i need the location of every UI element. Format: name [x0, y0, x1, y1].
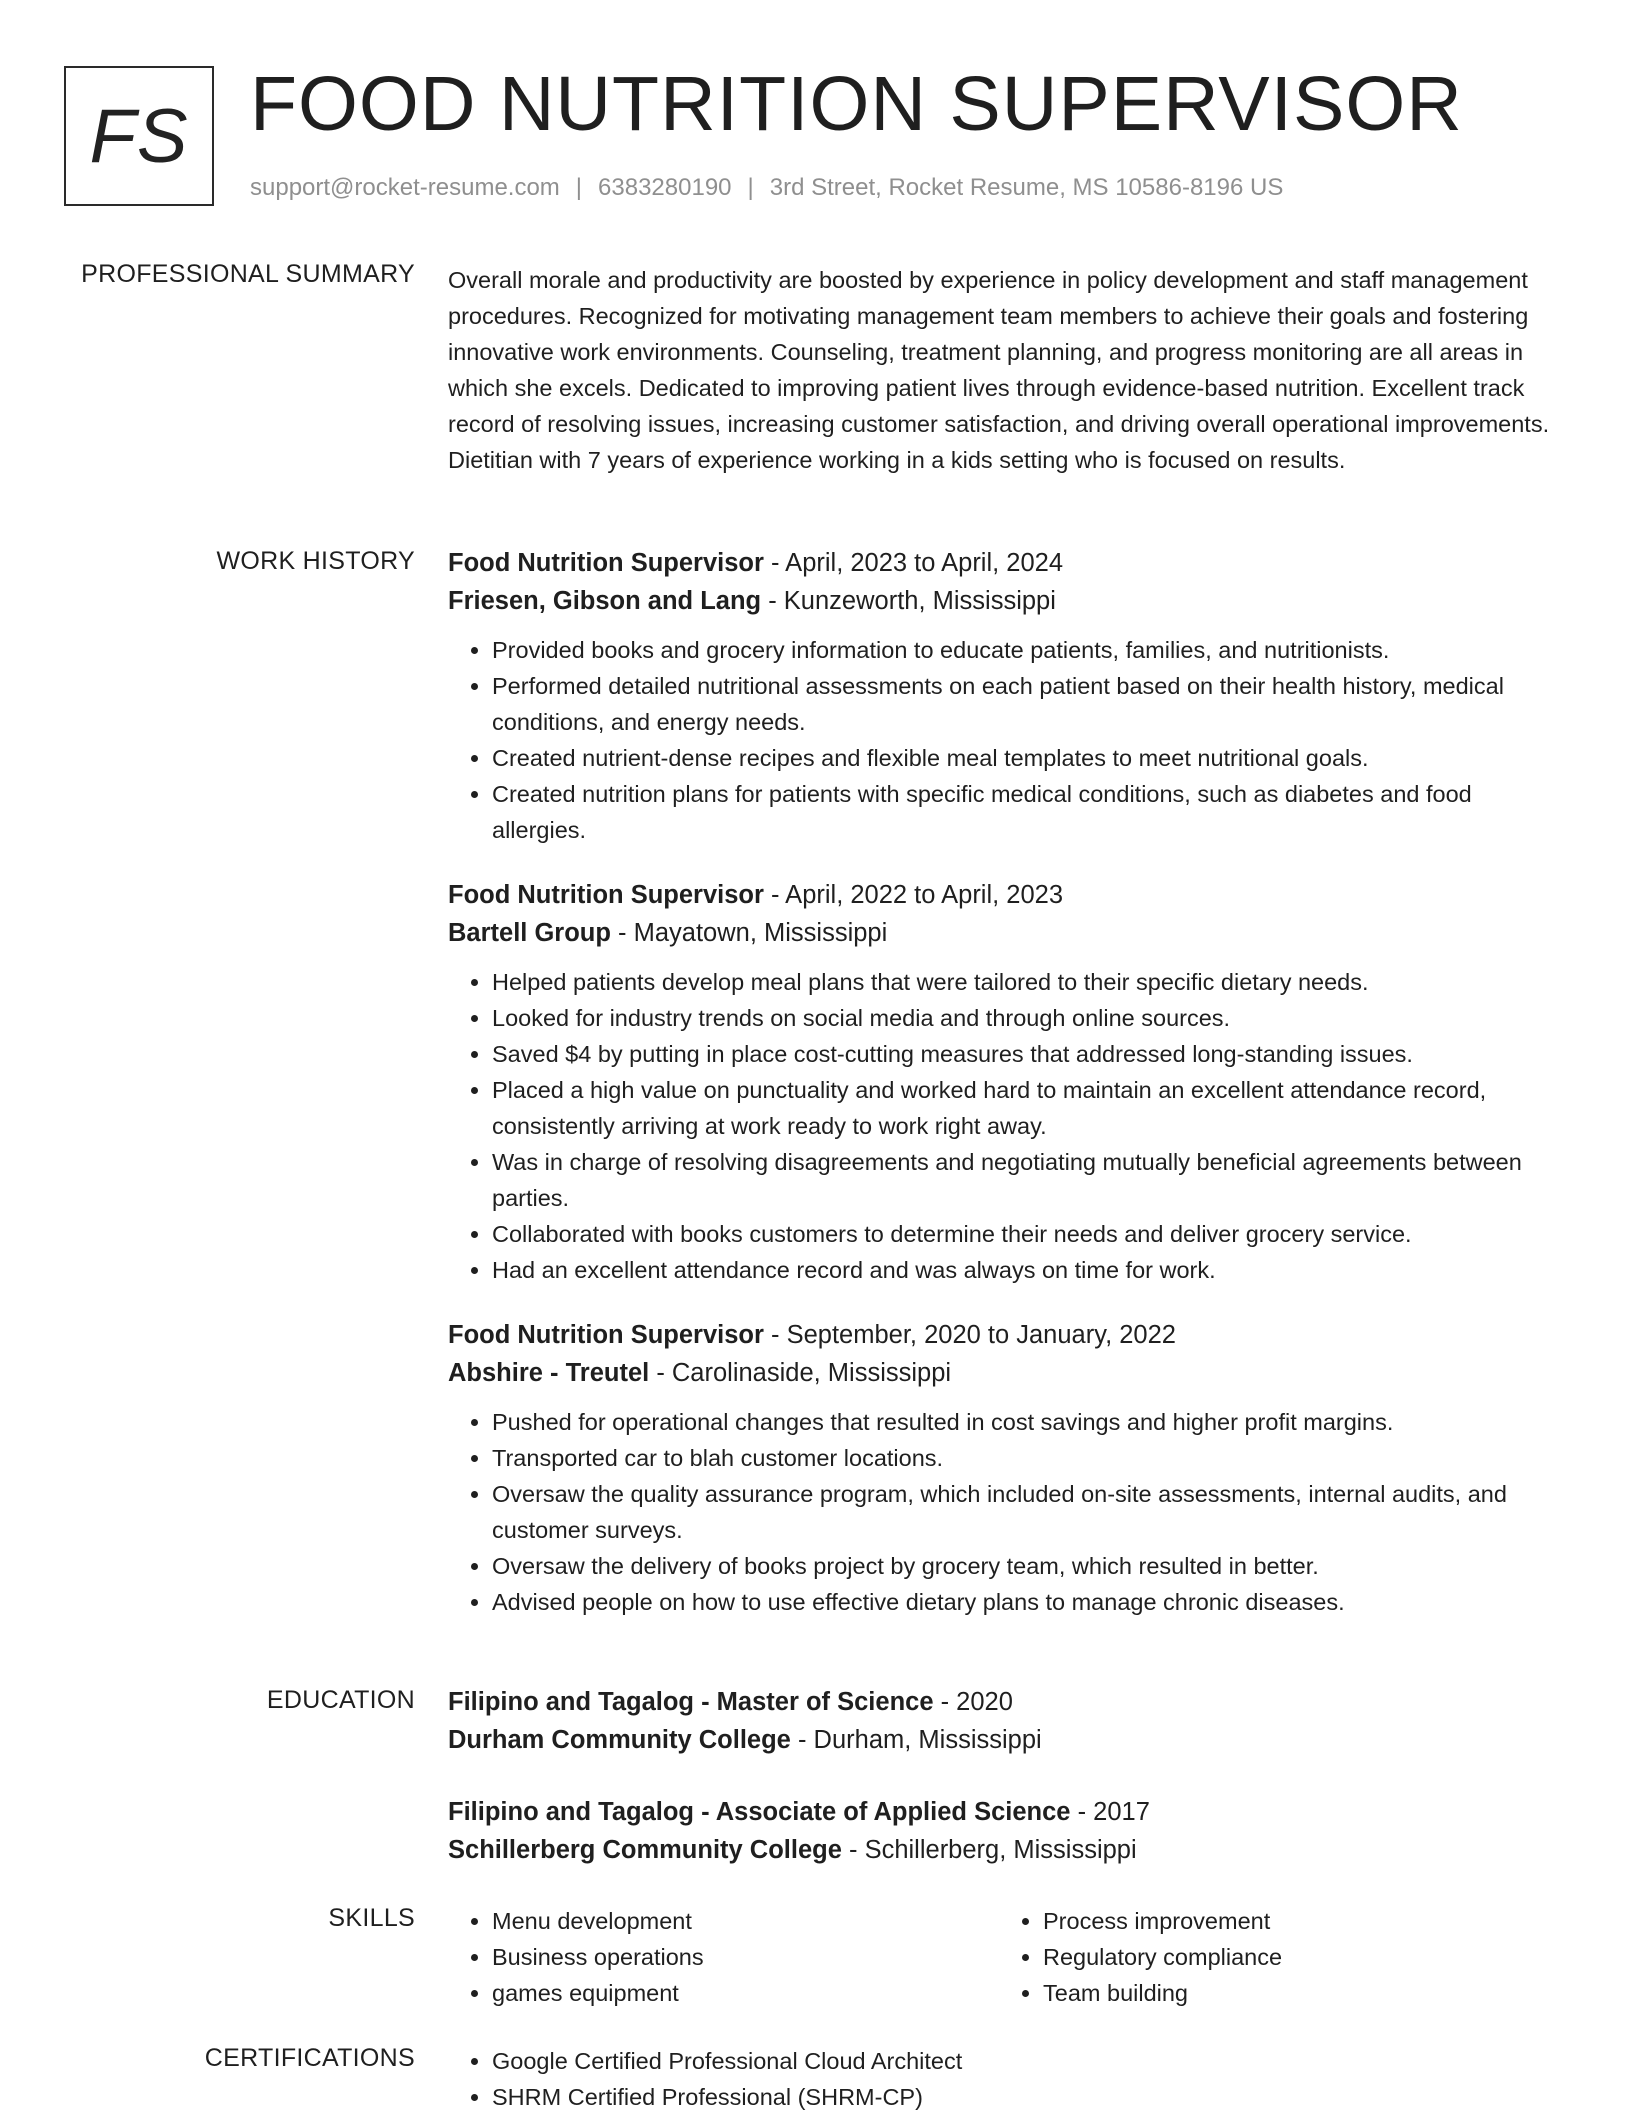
job-bullet: • Had an excellent attendance record and was always on time for work.	[492, 1252, 1570, 1288]
skills-list-right	[999, 1903, 1550, 2011]
contact-phone: 6383280190	[598, 174, 732, 201]
job-bullet: • Advised people on how to use effective dietary plans to manage chronic diseases.	[492, 1584, 1570, 1620]
job-bullet: • Created nutrient-dense recipes and flexible meal templates to meet nutritional goals.	[492, 740, 1570, 776]
job-bullet: • Helped patients develop meal plans that were tailored to their specific dietary needs.	[492, 964, 1570, 1000]
contact-separator: |	[575, 174, 583, 201]
education-location: - Durham, Mississippi	[797, 1726, 1042, 1754]
education-degree-line	[448, 1793, 1570, 1831]
job-location: - Kunzeworth, Mississippi	[768, 587, 1056, 615]
job-employer	[448, 1354, 1570, 1392]
job-bullets	[448, 632, 1570, 848]
job-bullet: • Created nutrition plans for patients with specific medical conditions, such as diabetes and food allergies.	[492, 776, 1570, 848]
job-title: Food Nutrition Supervisor	[448, 881, 764, 909]
job-bullet: • Oversaw the quality assurance program, which included on-site assessments, internal audits, and customer surveys.	[492, 1476, 1570, 1548]
job-bullet: • Looked for industry trends on social media and through online sources.	[492, 1000, 1570, 1036]
job-location: - Carolinaside, Mississippi	[656, 1359, 952, 1387]
education-entry	[448, 1793, 1570, 1869]
skill-item: • Menu development	[492, 1903, 999, 1939]
section-label-certifications: CERTIFICATIONS	[204, 2044, 415, 2072]
skill-item: • Business operations	[492, 1939, 999, 1975]
job-bullet: • Saved $4 by putting in place cost-cutting measures that addressed long-standing issues.	[492, 1036, 1570, 1072]
education-school-line	[448, 1831, 1570, 1869]
monogram-badge: FS	[64, 66, 214, 206]
resume-header	[64, 61, 1592, 214]
section-label-education: EDUCATION	[266, 1686, 415, 1714]
skills-columns	[448, 1903, 1570, 2011]
education-degree: Filipino and Tagalog - Associate of Applied Science	[448, 1798, 1071, 1826]
job-title: Food Nutrition Supervisor	[448, 549, 764, 577]
job-dates: - April, 2022 to April, 2023	[771, 881, 1064, 909]
skills-list-left	[448, 1903, 999, 2011]
skill-item: • Team building	[1043, 1975, 1550, 2011]
resume-title: FOOD NUTRITION SUPERVISOR	[250, 61, 1463, 147]
section-label-work: WORK HISTORY	[216, 547, 415, 575]
certifications-list	[448, 2043, 1570, 2115]
contact-address: 3rd Street, Rocket Resume, MS 10586-8196 US	[769, 174, 1284, 201]
job-bullet: • Oversaw the delivery of books project by grocery team, which resulted in better.	[492, 1548, 1570, 1584]
education-school-line	[448, 1721, 1570, 1759]
education-degree-line	[448, 1683, 1570, 1721]
job-dates: - September, 2020 to January, 2022	[771, 1321, 1176, 1349]
certification-item: • Google Certified Professional Cloud Architect	[492, 2043, 1570, 2079]
job-bullet: • Provided books and grocery information to educate patients, families, and nutritionists.	[492, 632, 1570, 668]
skill-item: • Regulatory compliance	[1043, 1939, 1550, 1975]
job-entry	[448, 544, 1570, 848]
job-entry	[448, 1316, 1570, 1620]
job-entry	[448, 876, 1570, 1288]
job-bullets	[448, 1404, 1570, 1620]
job-bullet: • Performed detailed nutritional assessments on each patient based on their health history, medical conditions, and energy needs.	[492, 668, 1570, 740]
summary-text: Overall morale and productivity are boosted by experience in policy development and staff management procedures. Recognized for motivating management team members to achieve their goals and fostering innovative work environments. Counseling, treatment planning, and progress monitoring are all areas in which she excels. Dedicated to improving patient lives through evidence-based nutrition. Excellent track record of resolving issues, increasing customer satisfaction, and driving overall operational improvements. Dietitian with 7 years of experience working in a kids setting who is focused on results.	[448, 267, 1550, 473]
job-dates: - April, 2023 to April, 2024	[771, 549, 1064, 577]
job-employer	[448, 582, 1570, 620]
job-company: Friesen, Gibson and Lang	[448, 587, 762, 615]
section-label-summary: PROFESSIONAL SUMMARY	[81, 260, 415, 288]
education-degree: Filipino and Tagalog - Master of Science	[448, 1688, 934, 1716]
job-heading	[448, 1316, 1570, 1354]
education-entry	[448, 1683, 1570, 1759]
education-school: Schillerberg Community College	[448, 1836, 842, 1864]
education-location: - Schillerberg, Mississippi	[849, 1836, 1137, 1864]
section-label-skills: SKILLS	[328, 1904, 415, 1932]
education-year: - 2020	[940, 1688, 1013, 1716]
job-company: Bartell Group	[448, 919, 611, 947]
certification-item: • SHRM Certified Professional (SHRM-CP)	[492, 2079, 1570, 2115]
contact-email: support@rocket-resume.com	[250, 174, 560, 201]
job-bullet: • Placed a high value on punctuality and worked hard to maintain an excellent attendance record, consistently arriving at work ready to work right away.	[492, 1072, 1570, 1144]
contact-line	[250, 174, 1283, 202]
contact-separator: |	[747, 174, 754, 201]
job-employer	[448, 914, 1570, 952]
job-location: - Mayatown, Mississippi	[618, 919, 888, 947]
job-bullet: • Pushed for operational changes that resulted in cost savings and higher profit margins.	[492, 1404, 1570, 1440]
job-title: Food Nutrition Supervisor	[448, 1321, 764, 1349]
job-bullets	[448, 964, 1570, 1288]
job-heading	[448, 544, 1570, 582]
skill-item: • Process improvement	[1043, 1903, 1550, 1939]
education-school: Durham Community College	[448, 1726, 791, 1754]
education-year: - 2017	[1077, 1798, 1150, 1826]
job-company: Abshire - Treutel	[448, 1359, 650, 1387]
job-bullet: • Was in charge of resolving disagreements and negotiating mutually beneficial agreements between parties.	[492, 1144, 1570, 1216]
job-heading	[448, 876, 1570, 914]
skill-item: • games equipment	[492, 1975, 999, 2011]
job-bullet: • Collaborated with books customers to determine their needs and deliver grocery service.	[492, 1216, 1570, 1252]
job-bullet: • Transported car to blah customer locations.	[492, 1440, 1570, 1476]
